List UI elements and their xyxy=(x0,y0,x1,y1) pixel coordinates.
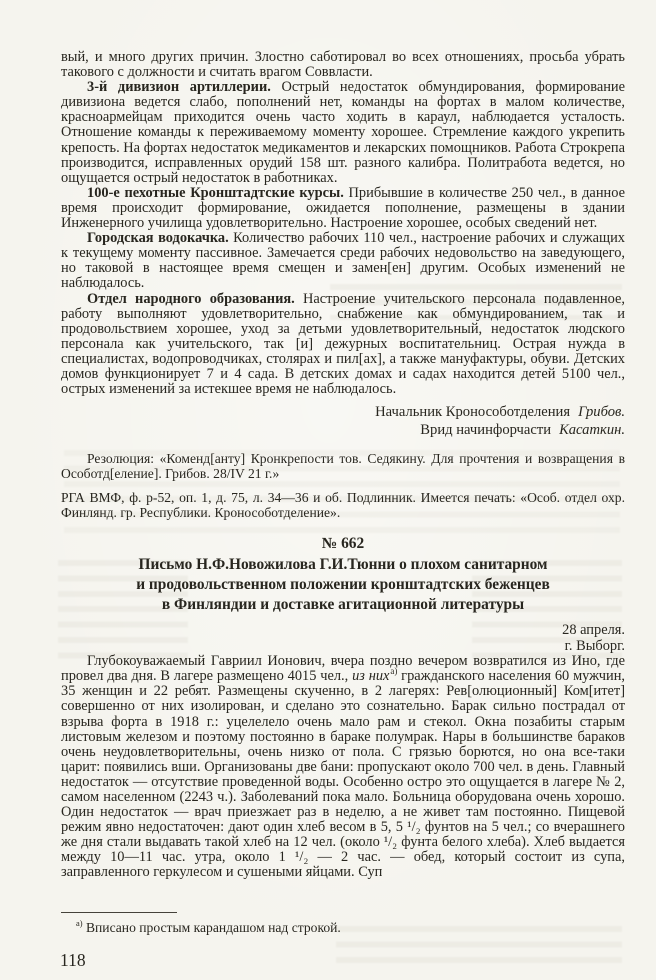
dateline xyxy=(61,623,625,654)
letter-text: Глубокоуважаемый Гавриил Ионович, вчера поздно вечером возвратился из Ино, где провел два дня. В лагере размещено 4015 чел., xyxy=(61,653,625,685)
footnote-area xyxy=(61,912,625,935)
section-infantry-courses xyxy=(61,186,625,231)
footnote-rule xyxy=(61,912,177,913)
letter-text: гражданского населения 60 мужчин, 35 женщин и 22 ребят. Размещены скученно, в 2 лагерях: Рев[олюционный] Ком[итет] совершенно от них изолирован, и сделано это сознательно. Барак сильно пострадал от взрыва форта в 1918 г.: уцелелело очень мало рам и стекол. Окна позабиты старым листовым железом и поэтому постоянно в бараке полумрак. Нары в большинстве бараков очень неудовлетворительны, очень низко от пола. С грязью борются, но она все-таки царит: появились вши. Организованы две бани: пропускают около 700 чел. в день. Главный недостаток — отсутствие проведенной воды. Особенно остро это ощущается в лагере № 2, самом населенном (2243 ч.). Заболеваний пока мало. Больница оборудована очень хорошо. Один недостаток — врач приезжает раз в неделю, а не живет там постоянно. Пищевой режим явно недостаточен: дают один хлеб весом в 5, 5 ¹/₂ фунтов на 5 чел.; со вчерашнего же дня стали выдавать такой хлеб на 12 чел. (около ¹/₂ фунта белого хлеба). Хлеб выдается между 10—11 час. утра, около 1 ¹/₂ — 2 час. — обед, который состоит из супа, заправленного геркулесом и сушеными яйцами. Суп xyxy=(61,668,626,881)
page-content xyxy=(61,50,625,881)
letter-emphasis: из них xyxy=(352,668,390,685)
document-number: № 662 xyxy=(321,535,365,553)
signature-block xyxy=(61,404,625,439)
section-text: Количество рабочих 110 чел., настроение рабочих и служащих к текущему моменту пассивное. Замечается среди рабочих недовольство на заведующего, но таковой в настоящее время смещен и замен[ен] другим. Особых изменений не наблюдалось. xyxy=(61,230,625,292)
signature-role: Начальник Кронособотделения xyxy=(375,404,571,421)
document-title-line: Письмо Н.Ф.Новожилова Г.И.Тюнни о плохом санитарном xyxy=(138,556,548,574)
footnote-text: Вписано простым карандашом над строкой. xyxy=(85,920,341,935)
signature-name: Грибов. xyxy=(578,404,625,421)
section-education-department xyxy=(61,292,625,398)
signature-line xyxy=(61,404,625,422)
letter-body xyxy=(61,654,625,880)
section-text: Острый недостаток обмундирования, формирование дивизиона ведется слабо, пополнений нет, команды на фортах в малом количестве, красноармейцам приходится очень часто ходить в караул, наблюдается усталость. Отношение команды к переживаемому моменту хорошее. Стремление каждого укрепить крепость. На фортах недостаток медикаментов и лекарских помощников. Работа Строкрепа производится, исправленных орудий 158 шт. разного калибра. Политработа ведется, но ощущается острый недостаток в работниках. xyxy=(61,79,625,186)
document-title-line: и продовольственном положении кронштадтских беженцев xyxy=(136,576,550,594)
section-artillery-division xyxy=(61,80,625,186)
archive-reference: РГА ВМФ, ф. р-52, оп. 1, д. 75, л. 34—36 и об. Подлинник. Имеется печать: «Особ. отдел охр. Финлянд. гр. Республики. Кронособотделение». xyxy=(61,490,625,521)
footnote xyxy=(61,920,625,935)
section-heading: Отдел народного образования. xyxy=(87,290,295,307)
section-heading: Городская водокачка. xyxy=(87,230,229,247)
signature-role: Врид начинфорчасти xyxy=(420,421,552,438)
paragraph-text: вый, и много других причин. Злостно саботировал во всех отношениях, просьба убрать такового с должности и считать врагом Соввласти. xyxy=(61,49,625,81)
signature-name: Касаткин. xyxy=(559,421,625,438)
section-text: Настроение учительского персонала подавленное, работу выполняют удовлетворительно, снабжение как обмундированием, так и продовольствием хорошее, уход за детьми удовлетворительный, недостаток людского персонала как учительского, так [и] дежурных воспитательниц. Острая нужда в специалистах, водопроводчиках, столярах и пил[ах], а также мануфактуры, обуви. Детских домов функционирует 7 и 4 сада. В детских домах и садах находится детей 5100 чел., острых изменений за истекшее время не наблюдалось. xyxy=(61,290,625,398)
document-title-line: в Финляндии и доставке агитационной литературы xyxy=(161,596,525,614)
signature-line xyxy=(61,422,625,440)
section-heading: 100-е пехотные Кронштадтские курсы. xyxy=(87,184,344,201)
document-place: г. Выборг. xyxy=(564,637,625,654)
document-date: 28 апреля. xyxy=(562,622,625,639)
resolution-note: Резолюция: «Коменд[анту] Кронкрепости тов. Седякину. Для прочтения и возвращения в Особотд[еление]. Грибов. 28/IV 21 г.» xyxy=(61,451,625,482)
page-number: 118 xyxy=(60,950,86,970)
section-text: Прибывшие в количестве 250 чел., в данное время происходит формирование, ожидается пополнение, размещены в здании Инженерного училища удовлетворительно. Настроение хорошее, особых сведений нет. xyxy=(61,184,625,232)
paragraph-continuation xyxy=(61,50,625,80)
footnote-reference: а) xyxy=(390,666,398,677)
footnote-marker: а) xyxy=(76,918,83,929)
document-title xyxy=(61,555,625,615)
section-water-station xyxy=(61,231,625,291)
section-heading: 3-й дивизион артиллерии. xyxy=(87,79,271,96)
